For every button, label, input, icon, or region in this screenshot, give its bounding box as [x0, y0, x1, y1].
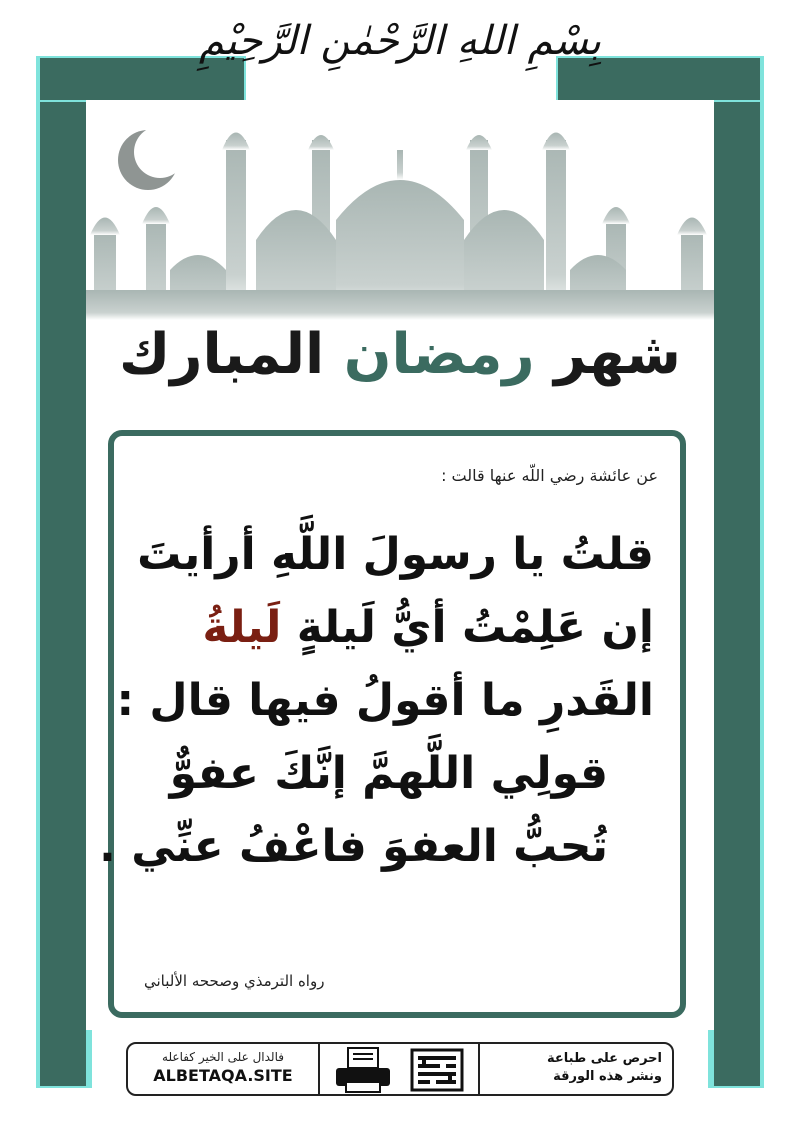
hadith-card: [99, 430, 686, 1018]
title-word-2: رمضان: [343, 322, 535, 387]
frame-left-bar: [40, 58, 86, 1086]
frame-top-left-bar: [40, 58, 244, 100]
narrator-text: عن عائشة رضي اللّه عنها قالت :: [441, 466, 658, 485]
hadith-line-1: قلتُ يا رسولَ اللَّهِ أرأيتَ: [137, 529, 654, 580]
hadith-highlight-word: لَيلةُ: [202, 602, 282, 653]
printer-icon: [328, 1046, 398, 1094]
hadith-line-2: [134, 591, 654, 664]
footer-right-line-2: ونشر هذه الورقة: [553, 1069, 662, 1084]
page-title: [86, 322, 714, 387]
footer-saying: فالدال على الخير كفاعله: [162, 1050, 284, 1064]
frame-top-right-bar: [558, 58, 760, 100]
footer-divider-right: [478, 1044, 480, 1094]
dawat-alwaraqa-logo: [410, 1048, 464, 1092]
frame-right-bar: [714, 58, 760, 1086]
hadith-line-2-text: إن عَلِمْتُ أيُّ لَيلةٍ: [281, 602, 654, 653]
hadith-text: [99, 518, 654, 883]
footer-right: [492, 1050, 662, 1086]
site-url[interactable]: ALBETAQA.SITE: [153, 1066, 293, 1085]
hadith-line-5: تُحبُّ العفوَ فاعْفُ عنِّي .: [99, 821, 608, 872]
hadith-source: رواه الترمذي وصححه الألباني: [144, 972, 325, 990]
hadith-line-4: قولِي اللَّهمَّ إنَّكَ عفوٌّ: [169, 748, 608, 799]
footer-left: [128, 1044, 318, 1094]
footer-right-line-1: احرص على طباعة: [547, 1051, 662, 1066]
hadith-line-3: القَدرِ ما أقولُ فيها قال :: [116, 675, 654, 726]
footer-divider-left: [318, 1044, 320, 1094]
mosque-skyline-illustration: [86, 120, 714, 320]
title-word-1: شهر: [554, 322, 681, 387]
title-word-3: المبارك: [118, 322, 325, 387]
basmala-calligraphy: بِسْمِ اللهِ الرَّحْمٰنِ الرَّحِيْمِ: [198, 18, 602, 64]
footer-bar: [126, 1042, 674, 1096]
